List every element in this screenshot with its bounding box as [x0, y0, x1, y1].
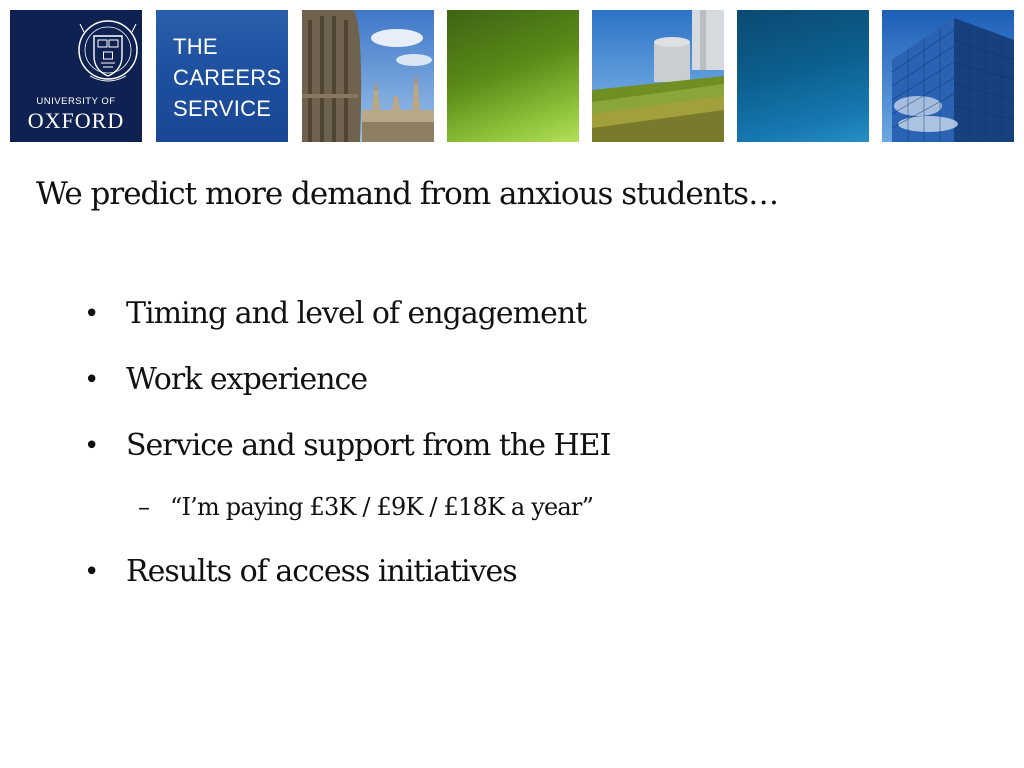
bullet-text: Results of access initiatives — [126, 554, 517, 589]
oxford-crest-icon — [10, 10, 142, 94]
sub-bullet-item — [84, 492, 944, 552]
bullet-item — [84, 426, 944, 492]
careers-service-wordmark — [173, 31, 281, 124]
bullet-item — [84, 552, 944, 618]
bullet-text: Timing and level of engagement — [126, 296, 587, 331]
radcliffe-building-photo — [302, 10, 434, 142]
careers-line-3: SERVICE — [173, 96, 272, 121]
oxford-logo-line1: UNIVERSITY OF — [36, 96, 116, 107]
bullet-marker: • — [84, 431, 99, 461]
sub-bullet-marker: – — [138, 493, 150, 521]
bullet-item — [84, 360, 944, 426]
careers-line-1: THE — [173, 34, 218, 59]
bullet-list — [84, 294, 944, 618]
silo-field-photo — [592, 10, 724, 142]
header-banner — [0, 0, 1024, 150]
oxford-logo-line2: OXFORD — [27, 108, 125, 133]
bullet-marker: • — [84, 365, 99, 395]
glass-building-photo — [882, 10, 1014, 142]
bullet-marker: • — [84, 299, 99, 329]
green-color-tile — [447, 10, 579, 142]
bullet-text: Work experience — [126, 362, 368, 397]
bullet-marker: • — [84, 557, 99, 587]
sub-bullet-text: “I’m paying £3K / £9K / £18K a year” — [170, 493, 594, 521]
slide-heading: We predict more demand from anxious students… — [36, 176, 779, 212]
blue-color-tile — [737, 10, 869, 142]
bullet-item — [84, 294, 944, 360]
careers-service-tile — [156, 10, 288, 142]
bullet-text: Service and support from the HEI — [126, 428, 611, 463]
careers-line-2: CAREERS — [173, 65, 282, 90]
oxford-logo-tile — [10, 10, 142, 142]
